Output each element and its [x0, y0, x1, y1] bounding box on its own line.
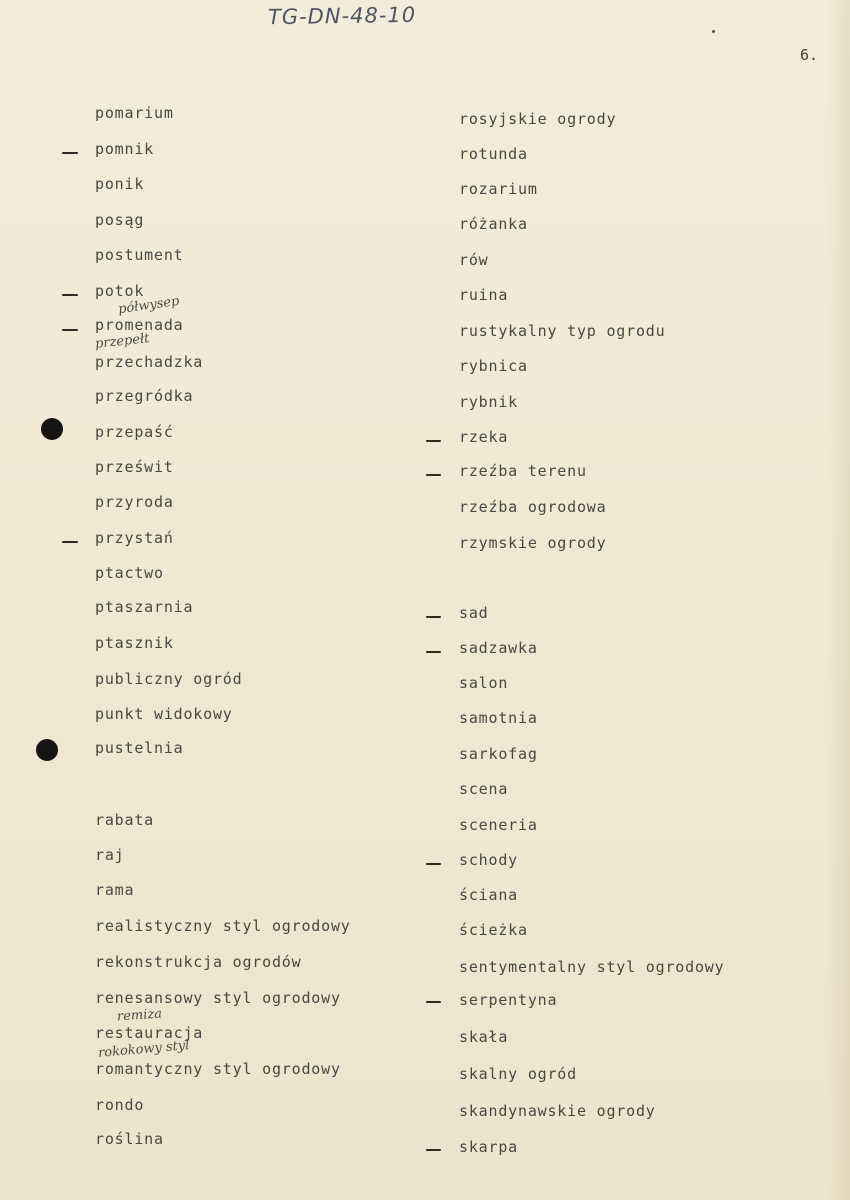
term-entry: rzeka [459, 428, 509, 446]
term-entry: skarpa [459, 1138, 518, 1156]
term-entry: skandynawskie ogrody [459, 1102, 656, 1120]
strike-dash [426, 1001, 441, 1003]
term-entry: przystań [95, 529, 174, 547]
term-entry: przechadzka [95, 353, 204, 371]
term-entry: rzymskie ogrody [459, 534, 607, 552]
strike-dash [426, 440, 441, 442]
term-entry: schody [459, 851, 518, 869]
punch-hole-top [41, 418, 63, 440]
term-entry: różanka [459, 215, 528, 233]
term-entry: rotunda [459, 145, 528, 163]
handwritten-note: półwysep [117, 293, 181, 318]
term-entry: sceneria [459, 816, 538, 834]
term-entry: renesansowy styl ogrodowy [95, 989, 341, 1007]
paper-speck [712, 30, 715, 33]
strike-dash [426, 651, 441, 653]
strike-dash [426, 1149, 441, 1151]
term-entry: skała [459, 1028, 509, 1046]
term-entry: rzeźba ogrodowa [459, 498, 607, 516]
term-entry: rondo [95, 1096, 145, 1114]
term-entry: potok [95, 282, 145, 300]
term-entry: przyroda [95, 493, 174, 511]
handwritten-note: przepełt [94, 331, 151, 352]
page-number: 6. [800, 46, 819, 64]
term-entry: rosyjskie ogrody [459, 110, 617, 128]
page-edge-shadow [828, 0, 850, 1200]
term-entry: promenada [95, 316, 184, 334]
term-entry: realistyczny styl ogrodowy [95, 917, 351, 935]
strike-dash [62, 152, 78, 154]
term-entry: pustelnia [95, 739, 184, 757]
term-entry: ściana [459, 886, 518, 904]
term-entry: scena [459, 780, 509, 798]
term-entry: sentymentalny styl ogrodowy [459, 958, 725, 976]
term-entry: pomnik [95, 140, 154, 158]
term-entry: postument [95, 246, 184, 264]
term-entry: rybnica [459, 357, 528, 375]
term-entry: restauracja [95, 1024, 204, 1042]
term-entry: romantyczny styl ogrodowy [95, 1060, 341, 1078]
term-entry: prześwit [95, 458, 174, 476]
term-entry: publiczny ogród [95, 670, 243, 688]
term-entry: serpentyna [459, 991, 558, 1009]
strike-dash [426, 616, 441, 618]
term-entry: rabata [95, 811, 154, 829]
term-entry: sad [459, 604, 489, 622]
term-entry: ścieżka [459, 921, 528, 939]
term-entry: rekonstrukcja ogrodów [95, 953, 302, 971]
term-entry: sarkofag [459, 745, 538, 763]
term-entry: roślina [95, 1130, 164, 1148]
term-entry: raj [95, 846, 125, 864]
term-entry: posąg [95, 211, 145, 229]
term-entry: punkt widokowy [95, 705, 233, 723]
catalog-code: TG-DN-48-10 [267, 2, 417, 30]
term-entry: sadzawka [459, 639, 538, 657]
term-entry: pomarium [95, 104, 174, 122]
strike-dash [426, 863, 441, 865]
term-entry: przepaść [95, 423, 174, 441]
term-entry: przegródka [95, 387, 194, 405]
term-entry: rozarium [459, 180, 538, 198]
term-entry: ponik [95, 175, 145, 193]
term-entry: rów [459, 251, 489, 269]
strike-dash [62, 329, 78, 331]
term-entry: salon [459, 674, 509, 692]
term-entry: rybnik [459, 393, 518, 411]
term-entry: rustykalny typ ogrodu [459, 322, 666, 340]
strike-dash [62, 294, 78, 296]
strike-dash [426, 474, 441, 476]
term-entry: skalny ogród [459, 1065, 577, 1083]
term-entry: samotnia [459, 709, 538, 727]
term-entry: rama [95, 881, 135, 899]
punch-hole-bottom [36, 739, 58, 761]
term-entry: ruina [459, 286, 509, 304]
term-entry: ptasznik [95, 634, 174, 652]
term-entry: ptactwo [95, 564, 164, 582]
handwritten-note: rokokowy styl [97, 1038, 190, 1061]
handwritten-note: remiza [116, 1006, 163, 1025]
term-entry: rzeźba terenu [459, 462, 587, 480]
strike-dash [62, 541, 78, 543]
term-entry: ptaszarnia [95, 598, 194, 616]
